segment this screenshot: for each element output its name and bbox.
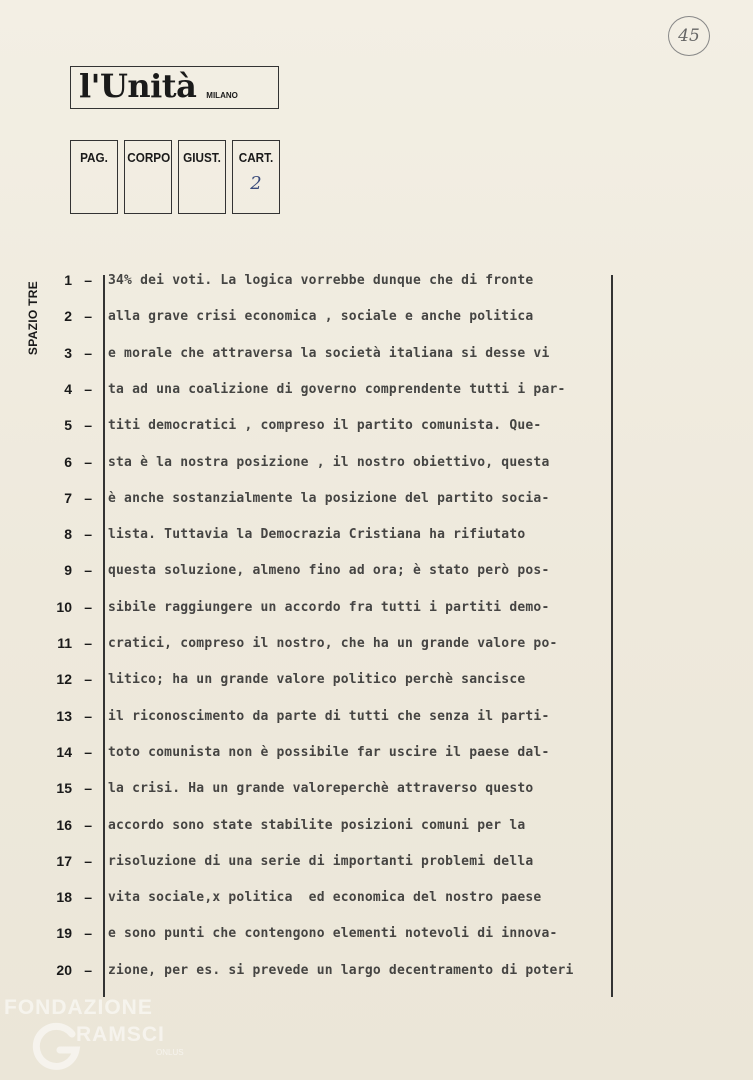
- line-number-value: 8: [64, 526, 72, 543]
- text-line: toto comunista non è possibile far uscire il paese dal-: [108, 744, 550, 760]
- text-line: e morale che attraversa la società italiana si desse vi: [108, 345, 550, 361]
- field-corpo: [124, 140, 172, 214]
- line-number-dash: –: [84, 780, 92, 797]
- line-number-value: 19: [56, 925, 72, 942]
- line-number-dash: –: [84, 707, 92, 724]
- left-margin-rule: [103, 275, 105, 997]
- line-number: [40, 270, 92, 306]
- line-number-value: 5: [64, 417, 72, 434]
- watermark-line2: RAMSCI: [76, 1023, 165, 1046]
- text-line: e sono punti che contengono elementi notevoli di innova-: [108, 926, 558, 942]
- text-line: il riconoscimento da parte di tutti che senza il parti-: [108, 708, 550, 724]
- text-line: sibile raggiungere un accordo fra tutti i partiti demo-: [108, 599, 550, 615]
- line-number: [40, 379, 92, 415]
- masthead-title: l'Unità: [79, 67, 197, 105]
- text-line: questa soluzione, almeno fino ad ora; è stato però pos-: [108, 563, 550, 579]
- line-number-value: 15: [56, 780, 72, 797]
- line-number: [40, 488, 92, 524]
- line-number-value: 10: [56, 598, 72, 615]
- line-number-value: 9: [64, 562, 72, 579]
- text-line: sta è la nostra posizione , il nostro obiettivo, questa: [108, 454, 550, 470]
- line-number: [40, 887, 92, 923]
- watermark-line1: FONDAZIONE: [4, 996, 153, 1019]
- field-label: CORPO: [127, 150, 171, 165]
- text-line: alla grave crisi economica , sociale e anche politica: [108, 309, 534, 325]
- line-number-dash: –: [84, 635, 92, 651]
- line-number-dash: –: [84, 671, 92, 688]
- line-number-dash: –: [84, 852, 92, 869]
- line-number-value: 11: [57, 635, 72, 651]
- text-line: zione, per es. si prevede un largo decentramento di poteri: [108, 962, 574, 978]
- field-value-handwritten: 2: [250, 173, 262, 194]
- line-number: [40, 524, 92, 560]
- text-line: cratici, compreso il nostro, che ha un grande valore po-: [108, 636, 558, 651]
- line-number-dash: –: [84, 453, 92, 470]
- field-pag: [70, 140, 118, 214]
- line-number-value: 7: [64, 489, 72, 506]
- line-number-value: 17: [56, 852, 72, 869]
- line-number: [40, 815, 92, 851]
- line-number: [40, 742, 92, 778]
- line-number-dash: –: [84, 562, 92, 579]
- field-label: PAG.: [80, 150, 108, 165]
- field-giust: [178, 140, 226, 214]
- line-number: [40, 923, 92, 959]
- line-number: [40, 597, 92, 633]
- line-number-value: 6: [64, 453, 72, 470]
- line-number-value: 18: [56, 889, 72, 906]
- line-number-dash: –: [84, 380, 92, 397]
- newspaper-masthead: [70, 66, 279, 109]
- line-number-dash: –: [84, 889, 92, 906]
- line-number: [40, 960, 92, 996]
- line-number-dash: –: [84, 526, 92, 543]
- line-number-value: 1: [64, 272, 72, 288]
- line-number-dash: –: [84, 925, 92, 942]
- line-number: [40, 633, 92, 669]
- line-number: [40, 415, 92, 451]
- line-number: [40, 706, 92, 742]
- line-number-dash: –: [84, 816, 92, 833]
- field-cart: [232, 140, 280, 214]
- text-line: vita sociale,x politica ed economica del nostro paese: [108, 890, 542, 906]
- text-line: litico; ha un grande valore politico perchè sancisce: [108, 672, 526, 688]
- line-number-dash: –: [84, 743, 92, 760]
- line-number: [40, 669, 92, 705]
- line-number-value: 12: [56, 671, 72, 688]
- text-line: lista. Tuttavia la Democrazia Cristiana ha rifiutato: [108, 527, 526, 543]
- line-number-dash: –: [84, 344, 92, 361]
- line-number-dash: –: [84, 489, 92, 506]
- text-line: la crisi. Ha un grande valoreperchè attraverso questo: [108, 781, 534, 797]
- text-line: titi democratici , compreso il partito comunista. Que-: [108, 418, 542, 434]
- text-line: accordo sono state stabilite posizioni comuni per la: [108, 817, 526, 833]
- side-label: SPAZIO TRE: [26, 280, 40, 356]
- line-number-value: 3: [64, 344, 72, 361]
- line-number: [40, 343, 92, 379]
- field-label: CART.: [238, 150, 274, 165]
- text-line: è anche sostanzialmente la posizione del partito socia-: [108, 490, 550, 506]
- line-number-value: 2: [64, 308, 72, 325]
- line-number-value: 4: [64, 380, 72, 397]
- line-number: [40, 306, 92, 342]
- text-line: risoluzione di una serie di importanti problemi della: [108, 853, 534, 869]
- right-margin-rule: [611, 275, 613, 997]
- line-number-value: 13: [56, 707, 72, 724]
- masthead-city: MILANO: [206, 91, 238, 100]
- line-number-value: 20: [56, 961, 72, 978]
- line-number-value: 14: [56, 743, 72, 760]
- line-number: [40, 560, 92, 596]
- text-line: 34% dei voti. La logica vorrebbe dunque che di fronte: [108, 273, 534, 288]
- watermark-suffix: ONLUS: [156, 1048, 184, 1057]
- line-number: [40, 452, 92, 488]
- line-number-dash: –: [84, 598, 92, 615]
- line-number-dash: –: [84, 272, 92, 288]
- field-label: GIUST.: [183, 150, 221, 165]
- line-number-dash: –: [84, 417, 92, 434]
- archive-watermark: [4, 996, 194, 1076]
- line-number-dash: –: [84, 308, 92, 325]
- line-number-dash: –: [84, 961, 92, 978]
- handwritten-page-number: 45: [668, 16, 710, 56]
- text-line: ta ad una coalizione di governo comprendente tutti i par-: [108, 381, 566, 397]
- line-number: [40, 778, 92, 814]
- line-number-value: 16: [56, 816, 72, 833]
- line-number: [40, 851, 92, 887]
